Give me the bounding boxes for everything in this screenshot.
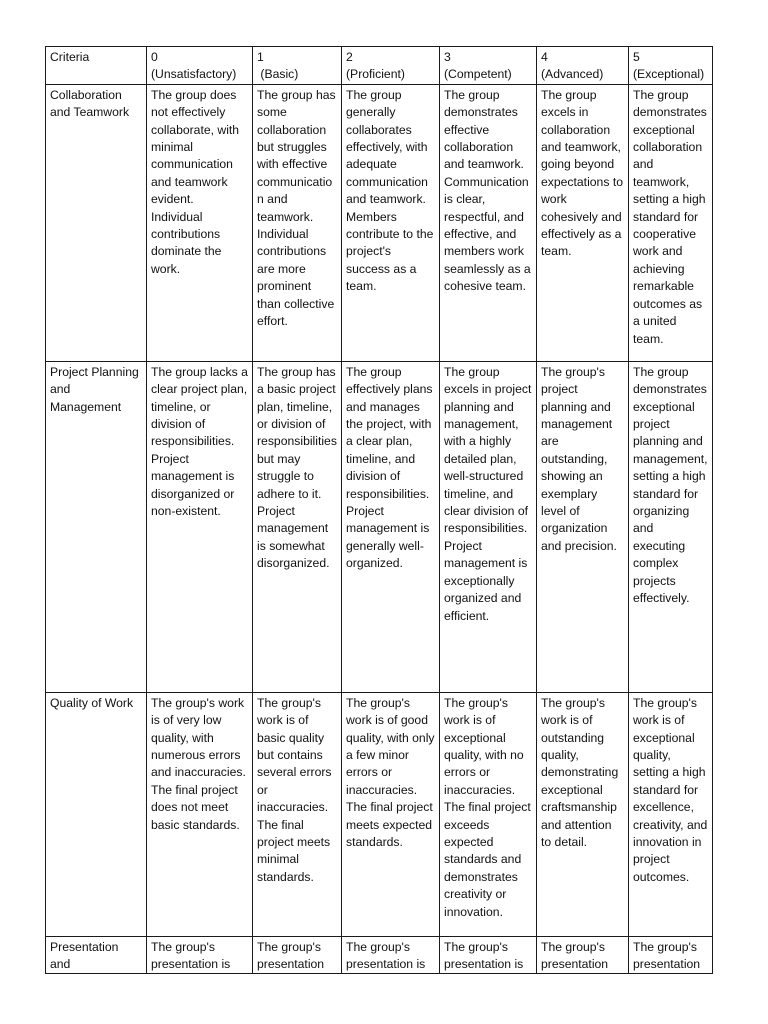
level-number: 4 [541,50,548,64]
header-level-1 [253,47,342,85]
level-number: 1 [257,50,264,64]
header-criteria: Criteria [46,47,147,85]
level-number: 5 [633,50,640,64]
rubric-cell [537,936,629,973]
header-level-2 [342,47,440,85]
rubric-text: The group's presentation [257,939,325,972]
level-label: (Unsatisfactory) [151,67,237,82]
rubric-text: The group's presentation is [346,939,426,972]
rubric-cell: The group's work is of outstanding quality, demonstrating exceptional craftsmanship and attention to detail. [537,692,629,936]
rubric-text: The group's presentation [633,939,701,972]
criterion-text: Presentation and [50,939,119,972]
table-row [46,84,713,361]
rubric-cell: The group's work is of exceptional quality, setting a high standard for excellence, creativity, and innovation in project outcomes. [629,692,713,936]
rubric-cell: The group demonstrates exceptional collaboration and teamwork, setting a high standard for cooperative work and achieving remarkable outcomes as a united team. [629,84,713,361]
rubric-table [45,46,713,974]
rubric-cell [147,936,253,973]
rubric-cell [342,936,440,973]
rubric-cell [253,936,342,973]
criterion-cell: Collaboration and Teamwork [46,84,147,361]
level-label: (Advanced) [541,67,604,82]
rubric-cell: The group's work is of basic quality but contains several errors or inaccuracies. The final project meets minimal standards. [253,692,342,936]
rubric-cell: The group excels in project planning and management, with a highly detailed plan, well-structured timeline, and clear division of responsibilities. Project management is exceptionally organized and efficient. [440,361,537,692]
rubric-cell: The group demonstrates effective collaboration and teamwork. Communication is clear, respectful, and effective, and members work seamlessly as a cohesive team. [440,84,537,361]
header-level-4 [537,47,629,85]
level-label: (Competent) [444,67,512,82]
rubric-cell: The group's work is of exceptional quality, with no errors or inaccuracies. The final project exceeds expected standards and demonstrates creativity or innovation. [440,692,537,936]
criterion-cell: Quality of Work [46,692,147,936]
header-level-3 [440,47,537,85]
rubric-cell: The group's project planning and management are outstanding, showing an exemplary level of organization and precision. [537,361,629,692]
rubric-cell: The group demonstrates exceptional project planning and management, setting a high standard for organizing and executing complex projects effectively. [629,361,713,692]
level-number: 3 [444,50,451,64]
level-label: (Basic) [257,67,299,82]
rubric-text: The group's presentation is [151,939,231,972]
rubric-cell: The group effectively plans and manages the project, with a clear plan, timeline, and division of responsibilities. Project management is generally well-organized. [342,361,440,692]
rubric-cell: The group's work is of very low quality, with numerous errors and inaccuracies. The final project does not meet basic standards. [147,692,253,936]
criterion-cell [46,936,147,973]
criterion-cell: Project Planning and Management [46,361,147,692]
rubric-cell: The group lacks a clear project plan, timeline, or division of responsibilities. Project management is disorganized or non-existent. [147,361,253,692]
rubric-text: The group's presentation is [444,939,524,972]
rubric-cell: The group generally collaborates effectively, with adequate communication and teamwork. Members contribute to the project's success as a team. [342,84,440,361]
rubric-cell: The group has some collaboration but struggles with effective communication and teamwork. Individual contributions are more prominent than collective effort. [253,84,342,361]
rubric-cell [629,936,713,973]
rubric-cell: The group does not effectively collaborate, with minimal communication and teamwork evident. Individual contributions dominate the work. [147,84,253,361]
table-row [46,936,713,973]
level-label: (Proficient) [346,67,405,82]
rubric-cell: The group has a basic project plan, timeline, or division of responsibilities but may struggle to adhere to it. Project management is somewhat disorganized. [253,361,342,692]
header-level-0 [147,47,253,85]
rubric-cell [440,936,537,973]
rubric-cell: The group excels in collaboration and teamwork, going beyond expectations to work cohesively and effectively as a team. [537,84,629,361]
table-row [46,692,713,936]
rubric-cell: The group's work is of good quality, with only a few minor errors or inaccuracies. The final project meets expected standards. [342,692,440,936]
level-number: 2 [346,50,353,64]
rubric-text: The group's presentation [541,939,609,972]
level-number: 0 [151,50,158,64]
table-row [46,361,713,692]
table-header-row [46,47,713,85]
header-level-5 [629,47,713,85]
level-label: (Exceptional) [633,67,705,82]
